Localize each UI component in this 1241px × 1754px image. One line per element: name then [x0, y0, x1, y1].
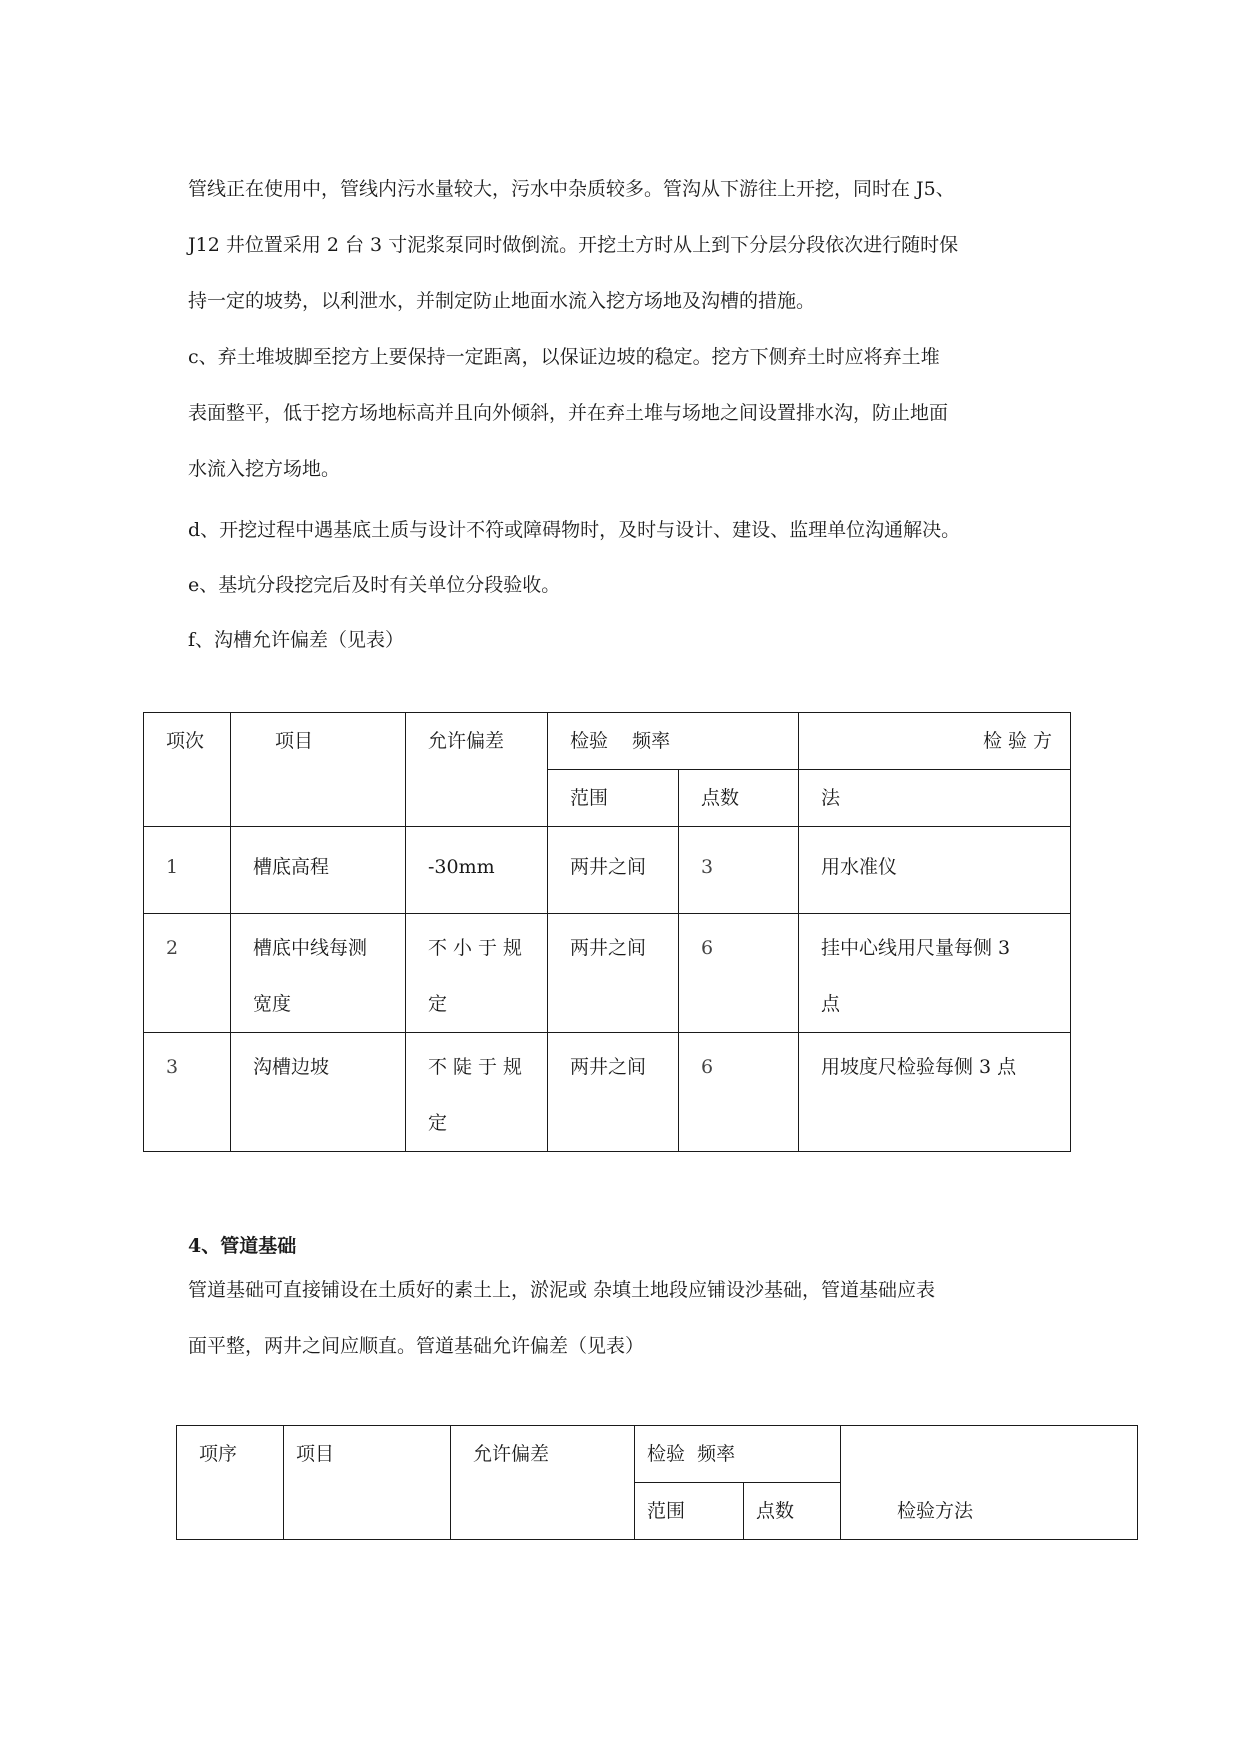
table-header-row [177, 1426, 1138, 1483]
table-header-row [144, 713, 1071, 770]
cell-points: 6 [679, 914, 799, 1033]
cell-order: 3 [144, 1033, 231, 1152]
paragraph-e [188, 557, 1068, 613]
cell-item: 槽底高程 [231, 827, 406, 914]
header-points: 点数 [679, 770, 799, 827]
cell-item: 沟槽边坡 [231, 1033, 406, 1152]
cell-points: 6 [679, 1033, 799, 1152]
header-method: 检验方法 [841, 1426, 1138, 1540]
header-method-part2: 法 [799, 770, 1071, 827]
cell-tolerance: -30mm [406, 827, 548, 914]
table-row [144, 1033, 1071, 1152]
cell-line: 不小于规 [428, 937, 529, 959]
paragraph-pipe-foundation [188, 1262, 1068, 1374]
text-line: c、弃土堆坡脚至挖方上要保持一定距离，以保证边坡的稳定。挖方下侧弃土时应将弃土堆 [188, 346, 940, 368]
cell-range: 两井之间 [548, 914, 679, 1033]
cell-line: 挂中心线用尺量每侧 3 [821, 937, 1011, 959]
cell-order: 2 [144, 914, 231, 1033]
text-line: 管线正在使用中，管线内污水量较大，污水中杂质较多。管沟从下游往上开挖，同时在 J5、 [188, 178, 955, 200]
text-line: d、开挖过程中遇基底土质与设计不符或障碍物时，及时与设计、建设、监理单位沟通解决。 [188, 519, 961, 541]
cell-line: 点 [821, 993, 841, 1015]
cell-item [231, 914, 406, 1033]
header-range: 范围 [548, 770, 679, 827]
cell-tolerance [406, 1033, 548, 1152]
header-range: 范围 [635, 1483, 744, 1540]
header-method-part1: 检验方 [799, 713, 1071, 770]
cell-range: 两井之间 [548, 827, 679, 914]
text-line: 面平整，两井之间应顺直。管道基础允许偏差（见表） [188, 1335, 645, 1357]
cell-points: 3 [679, 827, 799, 914]
header-inspection-frequency: 检验 频率 [548, 713, 799, 770]
text-line: J12 井位置采用 2 台 3 寸泥浆泵同时做倒流。开挖土方时从上到下分层分段依次进行随时保 [188, 234, 959, 256]
header-order: 项序 [177, 1426, 284, 1540]
cell-range: 两井之间 [548, 1033, 679, 1152]
cell-method: 用坡度尺检验每侧 3 点 [799, 1033, 1071, 1152]
header-tolerance: 允许偏差 [406, 713, 548, 827]
header-tolerance: 允许偏差 [451, 1426, 635, 1540]
text-line: 持一定的坡势，以利泄水，并制定防止地面水流入挖方场地及沟槽的措施。 [188, 290, 816, 312]
cell-method: 用水准仪 [799, 827, 1071, 914]
paragraph-c [188, 329, 1068, 497]
header-inspection-frequency: 检验 频率 [635, 1426, 841, 1483]
header-item: 项目 [284, 1426, 451, 1540]
cell-tolerance [406, 914, 548, 1033]
text-line: 水流入挖方场地。 [188, 458, 341, 480]
table-row [144, 914, 1071, 1033]
cell-line: 宽度 [253, 993, 292, 1015]
header-points: 点数 [744, 1483, 841, 1540]
trench-tolerance-table [143, 712, 1071, 1152]
text-line: 管道基础可直接铺设在土质好的素土上，淤泥或 杂填土地段应铺设沙基础，管道基础应表 [188, 1279, 936, 1301]
cell-line: 不陡于规 [428, 1056, 529, 1078]
cell-line: 槽底中线每测 [253, 937, 368, 959]
text-line: e、基坑分段挖完后及时有关单位分段验收。 [188, 574, 561, 596]
foundation-tolerance-table [176, 1425, 1138, 1540]
text-line: 表面整平，低于挖方场地标高并且向外倾斜，并在弃土堆与场地之间设置排水沟，防止地面 [188, 402, 949, 424]
paragraph-d [188, 502, 1068, 558]
cell-line: 定 [428, 1112, 448, 1134]
text-line: f、沟槽允许偏差（见表） [188, 629, 405, 651]
table-row [144, 827, 1071, 914]
heading-text: 4、管道基础 [188, 1235, 297, 1257]
header-order: 项次 [144, 713, 231, 827]
cell-line: 定 [428, 993, 448, 1015]
cell-method [799, 914, 1071, 1033]
cell-order: 1 [144, 827, 231, 914]
header-item: 项目 [231, 713, 406, 827]
paragraph-pipeline-status [188, 161, 1068, 329]
paragraph-f [188, 612, 1068, 668]
